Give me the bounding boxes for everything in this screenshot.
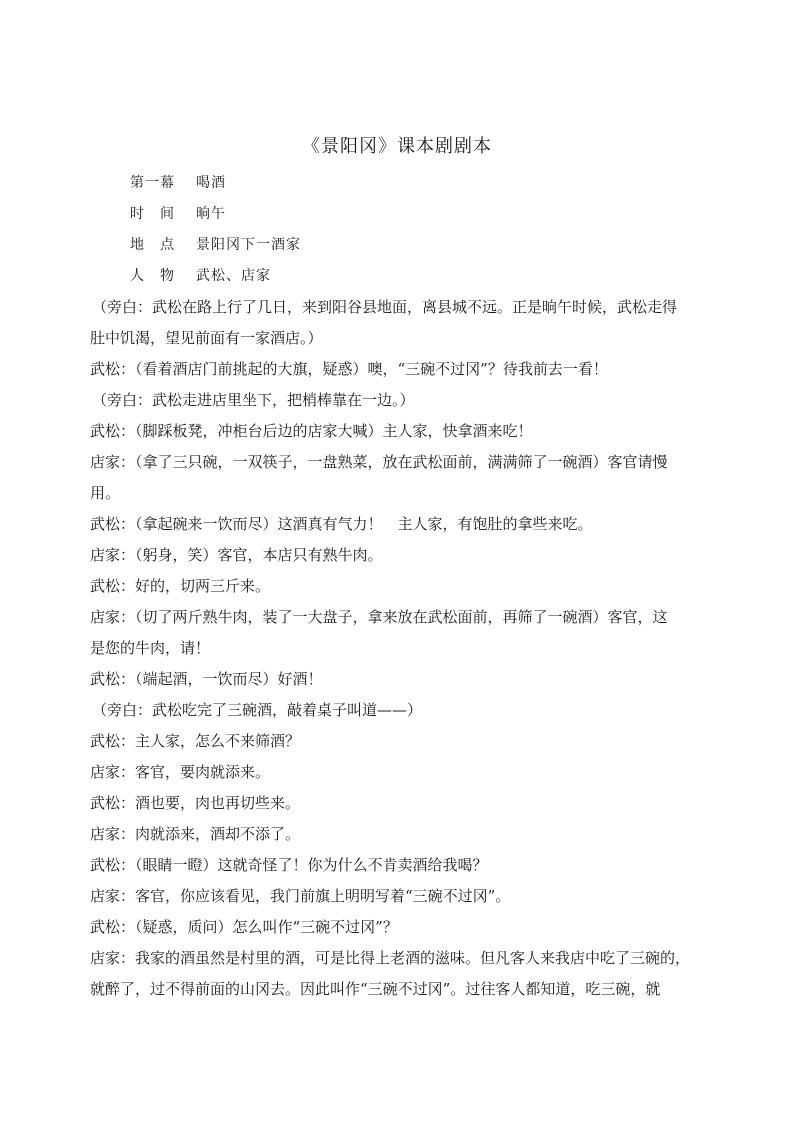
- speaker: 武松：: [90, 577, 136, 595]
- script-line: [90, 513, 730, 534]
- script-line: [92, 699, 732, 720]
- line-text: （脚踩板凳，冲柜台后边的店家大喊）主人家，快拿酒来吃！: [135, 422, 533, 440]
- script-line: [90, 482, 730, 503]
- meta-value: 武松、店家: [196, 268, 271, 284]
- script-line: [90, 792, 730, 813]
- script-line: [90, 916, 730, 937]
- speaker: 武松：: [90, 422, 136, 440]
- script-line: [92, 389, 732, 410]
- speaker: 武松：: [90, 732, 136, 750]
- line-text: 肚中饥渴，望见前面有一家酒店。）: [90, 329, 323, 347]
- page-title: 《景阳冈》课本剧剧本: [302, 136, 492, 157]
- meta-value: 晌午: [196, 206, 226, 222]
- speaker: 武松：: [90, 918, 136, 936]
- line-text: （端起酒，一饮而尽）好酒！: [135, 670, 323, 688]
- speaker: 武松：: [90, 794, 136, 812]
- meta-value: 喝酒: [196, 175, 226, 191]
- meta-value: 景阳冈下一酒家: [196, 237, 301, 253]
- line-text: 主人家，怎么不来筛酒？: [135, 732, 301, 750]
- line-text: （切了两斤熟牛肉，装了一大盘子，拿来放在武松面前，再筛了一碗酒）客官，这: [135, 608, 668, 626]
- line-text: （拿了三只碗，一双筷子，一盘熟菜，放在武松面前，满满筛了一碗酒）客官请慢: [135, 453, 668, 471]
- script-line: [90, 420, 730, 441]
- script-line: [90, 544, 730, 565]
- line-text: 客官，要肉就添来。: [135, 763, 271, 781]
- meta-key: 时 间: [130, 206, 175, 222]
- meta-key: 第一幕: [130, 175, 175, 191]
- script-line: [90, 885, 730, 906]
- line-text: （眼睛一瞪）这就奇怪了！你为什么不肯卖酒给我喝？: [135, 856, 488, 874]
- meta-characters: [130, 265, 271, 285]
- script-line: [90, 637, 730, 658]
- line-text: ：我家的酒虽然是村里的酒，可是比得上老酒的滋味。但凡客人来我店中吃了三碗的，: [120, 949, 691, 967]
- script-line: [90, 606, 730, 627]
- meta-key: 地 点: [130, 237, 175, 253]
- script-line: [90, 575, 730, 596]
- line-text: （躬身，笑）客官，本店只有熟牛肉。: [135, 546, 383, 564]
- line-text: 是您的牛肉，请！: [90, 639, 211, 657]
- script-line: [90, 947, 730, 968]
- meta-key: 人 物: [130, 268, 175, 284]
- speaker: 店家：: [90, 546, 136, 564]
- script-line: [90, 358, 730, 379]
- speaker: 武松：: [90, 856, 136, 874]
- line-text: （旁白：武松在路上行了几日，来到阳谷县地面，离县城不远。正是晌午时候，武松走得: [92, 298, 678, 316]
- speaker: 店家：: [90, 825, 136, 843]
- line-text: （旁白：武松走进店里坐下，把梢棒靠在一边。）: [92, 391, 415, 409]
- line-text: （疑惑，质问）怎么叫作“三碗不过冈”？: [135, 918, 398, 936]
- speaker: 店家：: [90, 608, 136, 626]
- line-text: （拿起碗来一饮而尽）这酒真有气力！ 主人家，有饱肚的拿些来吃。: [135, 515, 593, 533]
- speaker: 店家：: [90, 763, 136, 781]
- speaker: 店家：: [90, 453, 136, 471]
- meta-place: [130, 234, 301, 254]
- speaker: 武松：: [90, 360, 136, 378]
- line-text: 好的，切两三斤来。: [135, 577, 271, 595]
- line-text: 酒也要，肉也再切些来。: [135, 794, 301, 812]
- line-text: （看着酒店门前挑起的大旗，疑惑）噢，“三碗不过冈”？待我前去一看！: [135, 360, 608, 378]
- script-line: [90, 730, 730, 751]
- script-line: [90, 451, 730, 472]
- line-text: 肉就添来，酒却不添了。: [135, 825, 301, 843]
- meta-time: [130, 203, 226, 223]
- script-line: [90, 823, 730, 844]
- line-text: 客官，你应该看见，我门前旗上明明写着“三碗不过冈”。: [135, 887, 511, 905]
- line-text: 就醉了，过不得前面的山冈去。因此叫作“三碗不过冈”。过往客人都知道，吃三碗，就: [90, 980, 661, 998]
- script-line: [90, 854, 730, 875]
- script-line: [90, 761, 730, 782]
- line-text: （旁白：武松吃完了三碗酒，敲着桌子叫道——）: [92, 701, 423, 719]
- speaker: 店家: [90, 949, 121, 967]
- speaker: 武松：: [90, 670, 136, 688]
- line-text: 用。: [90, 484, 121, 502]
- speaker: 店家：: [90, 887, 136, 905]
- script-line: [90, 668, 730, 689]
- script-line: [90, 327, 730, 348]
- meta-act: [130, 172, 226, 192]
- script-line: [90, 978, 730, 999]
- script-line: [92, 296, 732, 317]
- speaker: 武松：: [90, 515, 136, 533]
